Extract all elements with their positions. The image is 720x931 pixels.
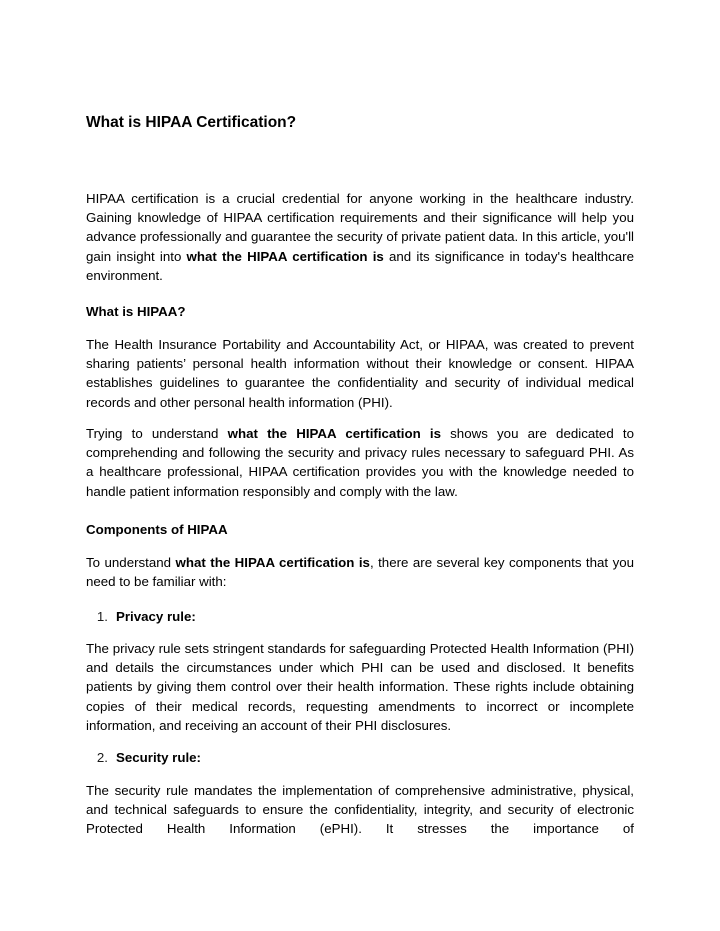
intro-text-end: and its significance in today's healthcare environment. — [86, 248, 634, 283]
intro-bold-phrase: what the HIPAA certification is — [186, 248, 384, 264]
section2-intro-text-end: , there are several key components that you need to be familiar with: — [86, 555, 635, 590]
section-heading-what-is-hipaa: What is HIPAA? — [86, 304, 186, 319]
section2-intro-paragraph — [86, 553, 634, 591]
section-heading-components: Components of HIPAA — [86, 522, 228, 537]
list-item-label: Security rule: — [116, 750, 201, 765]
section1-p2-text: Trying to understand — [86, 426, 228, 441]
section1-p2-bold-phrase: what the HIPAA certification is — [227, 426, 441, 441]
intro-paragraph — [86, 189, 634, 285]
list-item-security-rule — [86, 748, 634, 767]
list-number: 2. — [96, 750, 108, 765]
section1-paragraph-2 — [86, 424, 634, 501]
intro-text: HIPAA certification is a crucial credential for anyone working in the healthcare industry. Gaining knowledge of HIPAA certification requirements and their significance will help you advance professionally and guarantee the security of private patient data. In this article, you'll gain insight into — [86, 191, 634, 264]
section1-p2-text-end: shows you are dedicated to comprehending and following the security and privacy rules necessary to safeguard PHI. As a healthcare professional, HIPAA certification provides you with the knowledge needed to handle patient information responsibly and comply with the law. — [86, 426, 634, 499]
list-number: 1. — [96, 609, 108, 624]
section2-intro-text: To understand — [86, 555, 176, 570]
list-item-privacy-rule — [86, 607, 634, 626]
section2-intro-bold-phrase: what the HIPAA certification is — [175, 555, 370, 570]
security-rule-paragraph: The security rule mandates the implementation of comprehensive administrative, physical, and technical safeguards to ensure the confidentiality, integrity, and security of electronic Protected Health Information (ePHI). It stresses the importance of — [86, 783, 634, 837]
section1-paragraph-1: The Health Insurance Portability and Accountability Act, or HIPAA, was created to prevent sharing patients’ personal health information without their knowledge or consent. HIPAA establishes guidelines to guarantee the confidentiality and security of individual medical records and other personal health information (PHI). — [86, 337, 634, 410]
list-item-label: Privacy rule: — [116, 609, 196, 624]
privacy-rule-paragraph: The privacy rule sets stringent standards for safeguarding Protected Health Information (PHI) and details the circumstances under which PHI can be used and disclosed. It benefits patients by giving them control over their health information. These rights include obtaining copies of their medical records, requesting amendments to incorrect or incomplete information, and receiving an account of their PHI disclosures. — [86, 641, 634, 733]
page-title: What is HIPAA Certification? — [86, 114, 297, 131]
